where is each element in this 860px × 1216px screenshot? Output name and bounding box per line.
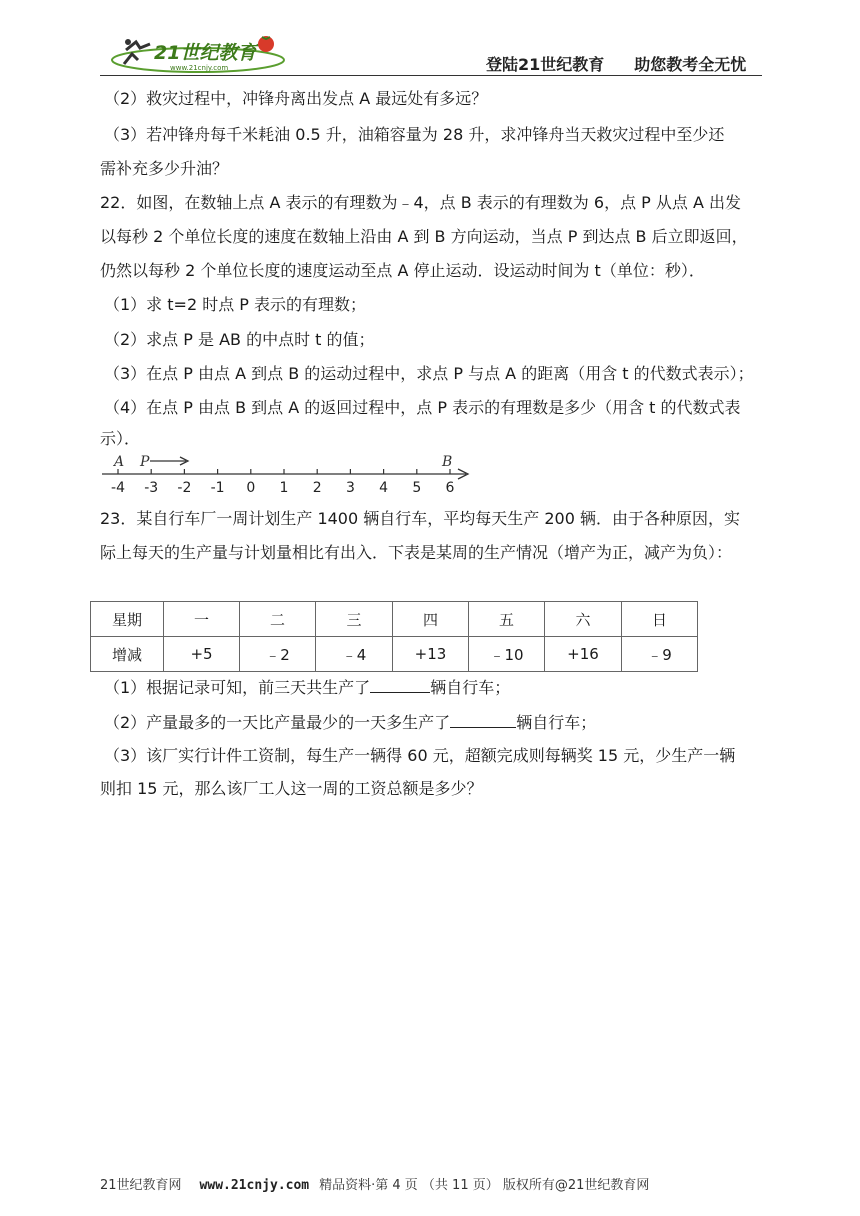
q22-part4-line2: 示）． xyxy=(100,429,141,448)
q23-part1 xyxy=(104,676,772,699)
tick-label: 2 xyxy=(312,480,322,496)
q23-line1: 23．某自行车厂一周计划生产 1400 辆自行车，平均每天生产 200 辆．由于各种原因，实 xyxy=(100,509,740,528)
table-row-change xyxy=(91,637,698,672)
footer-url[interactable]: www.21cnjy.com xyxy=(199,1178,310,1193)
table-cell: 一 xyxy=(164,602,240,637)
footer-page-info: 精品资料·第 4 页 （共 11 页） 版权所有@21世纪教育网 xyxy=(319,1178,650,1193)
table-cell: 六 xyxy=(545,602,622,637)
q22-line3: 仍然以每秒 2 个单位长度的速度运动至点 A 停止运动．设运动时间为 t（单位：秒）． xyxy=(100,261,705,280)
q23-part3-line1: （3）该厂实行计件工资制，每生产一辆得 60 元，超额完成则每辆奖 15 元，少生产一辆 xyxy=(104,746,736,765)
q23-part2-unit: 辆自行车； xyxy=(516,713,597,732)
tick-label: 1 xyxy=(279,480,289,496)
q23-part1-unit: 辆自行车； xyxy=(430,678,511,697)
table-cell: +13 xyxy=(393,637,469,672)
production-table xyxy=(90,601,698,672)
tick-label: -4 xyxy=(111,480,125,496)
answer-blank-1[interactable] xyxy=(370,676,430,693)
table-cell: +16 xyxy=(545,637,622,672)
q21-part3-line2: 需补充多少升油？ xyxy=(100,159,229,178)
q22-line2: 以每秒 2 个单位长度的速度在数轴上沿由 A 到 B 方向运动，当点 P 到达点 B 后立即返回， xyxy=(100,227,748,246)
q21-part2: （2）救灾过程中，冲锋舟离出发点 A 最远处有多远？ xyxy=(104,89,488,108)
table-cell: +5 xyxy=(164,637,240,672)
table-cell: ﹣4 xyxy=(316,637,393,672)
logo-text: 21世纪教育 xyxy=(154,42,257,64)
header-slogan-right: 助您教考全无忧 xyxy=(634,55,747,74)
header-slogan xyxy=(486,52,746,75)
q22-part4-line1: （4）在点 P 由点 B 到点 A 的返回过程中，点 P 表示的有理数是多少（用含 t 的代数式表 xyxy=(104,398,741,417)
table-cell: 三 xyxy=(316,602,393,637)
table-cell: 二 xyxy=(240,602,316,637)
q21-part3-line1: （3）若冲锋舟每千米耗油 0.5 升，油箱容量为 28 升，求冲锋舟当天救灾过程中至少还 xyxy=(104,125,725,144)
tick-label: 5 xyxy=(412,480,422,496)
q23-part1-text: （1）根据记录可知，前三天共生产了 xyxy=(104,678,371,697)
q23-line2: 际上每天的生产量与计划量相比有出入．下表是某周的生产情况（增产为正，减产为负）： xyxy=(100,543,733,562)
tick-label: -3 xyxy=(144,480,159,496)
q23-part2-text: （2）产量最多的一天比产量最少的一天多生产了 xyxy=(104,713,451,732)
point-label-b: B xyxy=(442,454,453,470)
table-cell: ﹣9 xyxy=(622,637,698,672)
tick-label: -2 xyxy=(177,480,192,496)
table-cell: 星期 xyxy=(91,602,164,637)
table-row-header xyxy=(91,602,698,637)
q23-part3-line2: 则扣 15 元，那么该厂工人这一周的工资总额是多少？ xyxy=(100,779,483,798)
table-cell: ﹣2 xyxy=(240,637,316,672)
tick-label: 3 xyxy=(345,480,355,496)
table-cell: 五 xyxy=(469,602,545,637)
tick-label: 6 xyxy=(445,480,455,496)
number-line-figure xyxy=(100,454,480,496)
page-footer xyxy=(100,1174,649,1193)
q22-part3: （3）在点 P 由点 A 到点 B 的运动过程中，求点 P 与点 A 的距离（用含 t 的代数式表示）； xyxy=(104,364,754,383)
footer-site-name: 21世纪教育网 xyxy=(100,1178,182,1193)
site-logo xyxy=(108,30,288,76)
answer-blank-2[interactable] xyxy=(450,711,516,728)
table-cell: 增减 xyxy=(91,637,164,672)
tick-label: 4 xyxy=(379,480,389,496)
table-cell: 日 xyxy=(622,602,698,637)
point-label-a: A xyxy=(114,454,125,470)
table-cell: 四 xyxy=(393,602,469,637)
tick-label: -1 xyxy=(210,480,225,496)
q23-part2 xyxy=(104,711,772,734)
tick-label: 0 xyxy=(246,480,256,496)
q22-line1: 22．如图，在数轴上点 A 表示的有理数为﹣4，点 B 表示的有理数为 6，点 P 从点 A 出发 xyxy=(100,193,742,212)
header-slogan-left: 登陆21世纪教育 xyxy=(486,55,605,74)
q22-part2: （2）求点 P 是 AB 的中点时 t 的值； xyxy=(104,330,375,349)
q22-part1: （1）求 t=2 时点 P 表示的有理数； xyxy=(104,295,367,314)
header-divider xyxy=(100,75,762,76)
table-cell: ﹣10 xyxy=(469,637,545,672)
logo-url: www.21cnjy.com xyxy=(170,64,229,72)
point-label-p: P xyxy=(140,454,150,470)
